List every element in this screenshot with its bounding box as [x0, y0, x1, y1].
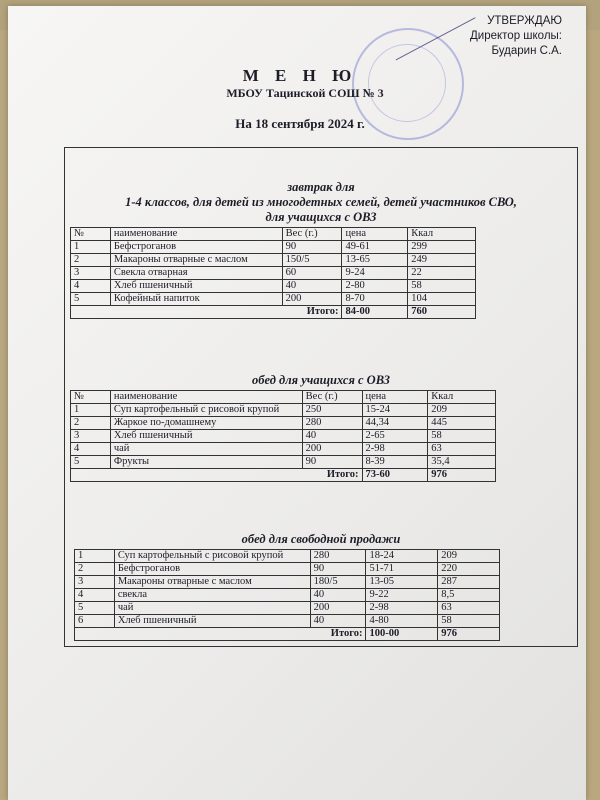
section-heading-breakfast: [64, 180, 578, 225]
total-row: [75, 628, 500, 641]
cell: 40: [310, 615, 366, 628]
cell: Фрукты: [110, 456, 302, 469]
header-cell: цена: [362, 391, 428, 404]
cell: 4: [71, 443, 111, 456]
cell: 58: [408, 280, 476, 293]
heading-line: завтрак для: [287, 180, 355, 194]
cell: 209: [428, 404, 496, 417]
cell: 4-80: [366, 615, 438, 628]
header-cell: наименование: [110, 391, 302, 404]
cell: Бефстроганов: [114, 563, 310, 576]
cell: 18-24: [366, 550, 438, 563]
heading-line: для учащихся с ОВЗ: [265, 210, 377, 224]
table-row: [75, 615, 500, 628]
cell: Свекла отварная: [110, 267, 282, 280]
total-kcal: 976: [438, 628, 500, 641]
cell: 280: [302, 417, 362, 430]
cell: 200: [282, 293, 342, 306]
cell: Бефстроганов: [110, 241, 282, 254]
header-cell: №: [71, 228, 111, 241]
total-kcal: 976: [428, 469, 496, 482]
cell: 44,34: [362, 417, 428, 430]
cell: 9-24: [342, 267, 408, 280]
table-row: [71, 254, 476, 267]
cell: 180/5: [310, 576, 366, 589]
header-cell: №: [71, 391, 111, 404]
cell: 299: [408, 241, 476, 254]
cell: 3: [75, 576, 115, 589]
cell: 22: [408, 267, 476, 280]
cell: 58: [428, 430, 496, 443]
table-row: [75, 563, 500, 576]
total-label: Итого:: [71, 469, 363, 482]
cell: 90: [282, 241, 342, 254]
section-heading-free-sale: [64, 532, 578, 547]
cell: Жаркое по-домашнему: [110, 417, 302, 430]
header-cell: Ккал: [408, 228, 476, 241]
approval-position: Директор школы:: [470, 30, 562, 42]
total-row: [71, 469, 496, 482]
cell: свекла: [114, 589, 310, 602]
table-row: [71, 241, 476, 254]
table-row: [71, 430, 496, 443]
table-row: [71, 417, 496, 430]
cell: 2: [71, 417, 111, 430]
cell: 13-05: [366, 576, 438, 589]
approval-name: Бударин С.А.: [491, 45, 562, 57]
cell: 51-71: [366, 563, 438, 576]
cell: 35,4: [428, 456, 496, 469]
cell: Кофейный напиток: [110, 293, 282, 306]
cell: 2-98: [362, 443, 428, 456]
header-cell: Ккал: [428, 391, 496, 404]
table-header-row: [71, 391, 496, 404]
school-name: МБОУ Тацинской СОШ № 3: [226, 86, 384, 100]
header-cell: наименование: [110, 228, 282, 241]
cell: 5: [71, 456, 111, 469]
cell: 150/5: [282, 254, 342, 267]
table-header-row: [71, 228, 476, 241]
cell: 15-24: [362, 404, 428, 417]
cell: 4: [71, 280, 111, 293]
cell: 8,5: [438, 589, 500, 602]
table-row: [71, 456, 496, 469]
table-row: [71, 280, 476, 293]
cell: Суп картофельный с рисовой крупой: [110, 404, 302, 417]
total-kcal: 760: [408, 306, 476, 319]
cell: Макароны отварные с маслом: [114, 576, 310, 589]
cell: 90: [310, 563, 366, 576]
cell: 287: [438, 576, 500, 589]
total-label: Итого:: [75, 628, 366, 641]
cell: Хлеб пшеничный: [114, 615, 310, 628]
cell: 220: [438, 563, 500, 576]
cell: Хлеб пшеничный: [110, 430, 302, 443]
cell: 8-70: [342, 293, 408, 306]
cell: Макароны отварные с маслом: [110, 254, 282, 267]
approval-block: [442, 14, 562, 59]
table-row: [71, 404, 496, 417]
cell: 2-65: [362, 430, 428, 443]
breakfast-table: [70, 227, 476, 319]
table-row: [71, 267, 476, 280]
total-price: 100-00: [366, 628, 438, 641]
lunch-ovz-table: [70, 390, 496, 482]
cell: чай: [114, 602, 310, 615]
table-row: [71, 293, 476, 306]
total-row: [71, 306, 476, 319]
table-row: [75, 550, 500, 563]
cell: Суп картофельный с рисовой крупой: [114, 550, 310, 563]
table-row: [75, 589, 500, 602]
cell: 58: [438, 615, 500, 628]
cell: 2: [71, 254, 111, 267]
table-row: [75, 576, 500, 589]
total-label: Итого:: [71, 306, 342, 319]
cell: 6: [75, 615, 115, 628]
cell: 2: [75, 563, 115, 576]
cell: 3: [71, 430, 111, 443]
header-cell: цена: [342, 228, 408, 241]
cell: 1: [71, 241, 111, 254]
cell: 1: [75, 550, 115, 563]
cell: 250: [302, 404, 362, 417]
cell: 200: [310, 602, 366, 615]
cell: 3: [71, 267, 111, 280]
cell: 90: [302, 456, 362, 469]
heading-line: обед для свободной продажи: [241, 532, 401, 546]
cell: 5: [75, 602, 115, 615]
table-row: [71, 443, 496, 456]
section-heading-lunch-ovz: [64, 373, 578, 388]
cell: 2-98: [366, 602, 438, 615]
cell: 63: [438, 602, 500, 615]
cell: 40: [282, 280, 342, 293]
free-sale-table: [74, 549, 500, 641]
cell: 2-80: [342, 280, 408, 293]
cell: 249: [408, 254, 476, 267]
header-cell: Вес (г.): [302, 391, 362, 404]
header-cell: Вес (г.): [282, 228, 342, 241]
approval-title: УТВЕРЖДАЮ: [487, 15, 562, 27]
total-price: 84-00: [342, 306, 408, 319]
heading-line: обед для учащихся с ОВЗ: [252, 373, 390, 387]
cell: 280: [310, 550, 366, 563]
cell: 200: [302, 443, 362, 456]
cell: 104: [408, 293, 476, 306]
cell: 4: [75, 589, 115, 602]
cell: 63: [428, 443, 496, 456]
cell: 49-61: [342, 241, 408, 254]
menu-date: На 18 сентября 2024 г.: [235, 116, 365, 131]
cell: чай: [110, 443, 302, 456]
cell: 40: [302, 430, 362, 443]
cell: 9-22: [366, 589, 438, 602]
page-title: М Е Н Ю: [242, 66, 358, 85]
cell: 5: [71, 293, 111, 306]
cell: Хлеб пшеничный: [110, 280, 282, 293]
total-price: 73-60: [362, 469, 428, 482]
cell: 445: [428, 417, 496, 430]
cell: 40: [310, 589, 366, 602]
cell: 8-39: [362, 456, 428, 469]
heading-line: 1-4 классов, для детей из многодетных семей, детей участников СВО,: [125, 195, 517, 209]
cell: 60: [282, 267, 342, 280]
cell: 209: [438, 550, 500, 563]
cell: 13-65: [342, 254, 408, 267]
cell: 1: [71, 404, 111, 417]
table-row: [75, 602, 500, 615]
